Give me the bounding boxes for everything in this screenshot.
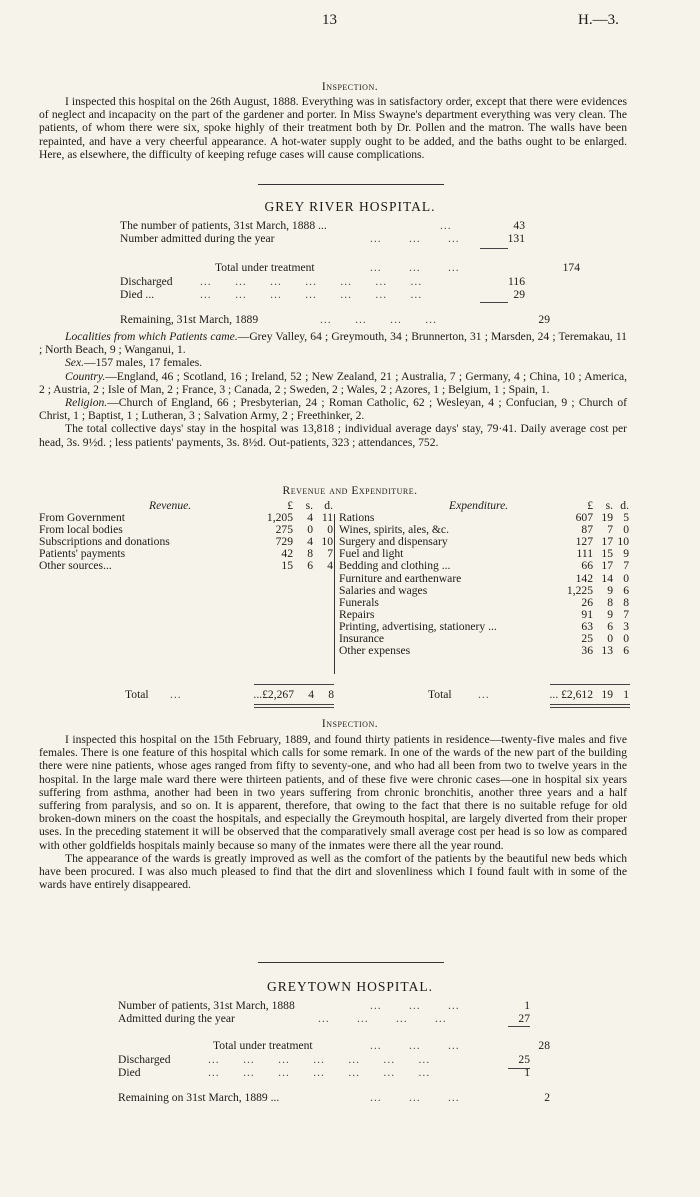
expenditure-shillings: 7 — [607, 523, 613, 537]
localities-label: Localities from which Patients came. — [65, 330, 238, 343]
stat-row — [120, 288, 590, 301]
revenue-rows — [39, 511, 334, 571]
expenditure-row — [339, 644, 629, 656]
country-line — [39, 370, 627, 396]
leader-dots: ... — [440, 219, 452, 232]
spacer — [120, 301, 590, 313]
leader-dots: ... ... ... — [370, 999, 460, 1012]
grey-river-title: GREY RIVER HOSPITAL. — [264, 199, 436, 214]
leader-dots: ... — [170, 688, 182, 701]
stat-value: 2 — [544, 1090, 550, 1104]
revenue-pounds: 1,205 — [266, 511, 293, 525]
revenue-item: Other sources... — [39, 559, 112, 573]
stat-label: Remaining, 31st March, 1889 — [120, 312, 259, 326]
revenue-row — [39, 535, 334, 547]
localities-line — [39, 330, 627, 356]
leader-dots: ... ... ... — [370, 261, 460, 275]
stat-row — [118, 1012, 588, 1025]
sex-line — [39, 356, 627, 369]
totals-row — [0, 688, 700, 702]
page-number: 13 — [322, 12, 337, 28]
stay-line: The total collective days' stay in the hospital was 13,818 ; individual average days' stay, 79·41. Daily average cost per head, 3s. 9½d. ; less patients' payments, 3s. 8½d. Out-patients, 323 ; attendances, 752. — [39, 422, 627, 449]
stat-row — [120, 219, 590, 232]
expenditure-item: Printing, advertising, stationery ... — [339, 619, 497, 633]
expenditure-item: Fuel and light — [339, 547, 404, 561]
religion-line — [39, 396, 627, 422]
expenditure-pounds: 607 — [575, 511, 593, 525]
revenue-column — [39, 499, 334, 572]
column-divider — [334, 514, 335, 674]
stat-row — [120, 313, 590, 326]
revenue-pence: 4 — [327, 559, 333, 573]
pence-header: d. — [620, 499, 629, 512]
revenue-item: From local bodies — [39, 523, 123, 537]
pence-header: d. — [324, 499, 333, 512]
revenue-pounds: 729 — [275, 535, 293, 549]
stat-label: Discharged — [120, 274, 173, 288]
stat-row — [118, 999, 588, 1012]
expenditure-pounds: 91 — [581, 607, 593, 621]
revenue-pounds: 15 — [281, 559, 293, 573]
expenditure-shillings: 15 — [601, 547, 613, 561]
expenditure-pence: 9 — [623, 547, 629, 561]
expenditure-pounds: 63 — [581, 619, 593, 633]
expenditure-item: Other expenses — [339, 644, 411, 658]
grey-river-details — [39, 330, 627, 449]
expenditure-pence: 3 — [623, 619, 629, 633]
total-rule — [254, 684, 334, 685]
revenue-pence: 11 — [321, 511, 333, 525]
expenditure-shillings: 13 — [601, 644, 613, 658]
expenditure-pounds: 111 — [576, 547, 593, 561]
sum-rule — [508, 1068, 530, 1069]
revenue-item: Patients' payments — [39, 547, 126, 561]
expenditure-row — [339, 572, 629, 584]
revenue-pence: 10 — [321, 535, 333, 549]
expenditure-shillings: 9 — [607, 583, 613, 597]
expenditure-pence: 0 — [623, 571, 629, 585]
leader-dots: ... ... ... ... ... ... ... — [200, 274, 423, 288]
country-text: —England, 46 ; Scotland, 16 ; Ireland, 52 ; New Zealand, 21 ; Australia, 7 ; Germany, 4 ; China, 10 ; America, 2 ; Austria, 2 ; Isle of Man, 2 ; France, 3 ; Canada, 2 ; Sweden, 2 ; Wales, 2 ; Azores, 1 ; Belgium, 1 ; Spain, 1. — [39, 369, 627, 396]
expenditure-pence: 6 — [623, 583, 629, 597]
expenditure-shillings: 0 — [607, 632, 613, 646]
revenue-row — [39, 559, 334, 571]
leader-dots: ... ... ... ... ... ... ... — [208, 1065, 431, 1079]
expenditure-total-pounds: ... £2,612 — [549, 688, 593, 701]
stat-row — [118, 1053, 588, 1066]
sex-text: —157 males, 17 females. — [84, 356, 203, 370]
revenue-shillings: 8 — [307, 547, 313, 561]
stat-label: The number of patients, 31st March, 1888 ... — [120, 219, 327, 232]
stat-label: Died — [118, 1065, 141, 1079]
stat-row — [118, 1091, 588, 1104]
country-label: Country. — [65, 369, 106, 383]
expenditure-shillings: 6 — [607, 619, 613, 633]
expenditure-pence: 10 — [617, 535, 629, 549]
stat-value: 1 — [524, 999, 530, 1012]
expenditure-row — [339, 559, 629, 571]
expenditure-item: Funerals — [339, 595, 379, 609]
inspection-paragraph-1 — [39, 95, 627, 161]
expenditure-header-row — [339, 499, 629, 511]
stat-value: 43 — [513, 219, 525, 232]
expenditure-item: Insurance — [339, 632, 385, 646]
expenditure-shillings: 8 — [607, 595, 613, 609]
document-code: H.—3. — [578, 12, 619, 28]
shilling-header: s. — [605, 499, 613, 512]
revenue-row — [39, 523, 334, 535]
sex-label: Sex. — [65, 356, 84, 370]
expenditure-item: Surgery and dispensary — [339, 535, 448, 549]
expenditure-pounds: 26 — [581, 595, 593, 609]
expenditure-item: Furniture and earthenware — [339, 571, 462, 585]
expenditure-row — [339, 535, 629, 547]
total-rule — [550, 704, 630, 705]
expenditure-total-shillings: 19 — [601, 688, 613, 701]
greytown-title: GREYTOWN HOSPITAL. — [267, 979, 433, 994]
expenditure-item: Bedding and clothing ... — [339, 559, 451, 573]
leader-dots: ... ... ... — [370, 1090, 460, 1104]
expenditure-row — [339, 523, 629, 535]
expenditure-pence: 0 — [623, 523, 629, 537]
revenue-row — [39, 547, 334, 559]
revenue-item: From Government — [39, 511, 125, 525]
expenditure-pence: 0 — [623, 632, 629, 646]
total-rule — [254, 704, 334, 705]
expenditure-pounds: 142 — [575, 571, 593, 585]
spacer — [118, 1079, 588, 1091]
revenue-item: Subscriptions and donations — [39, 535, 170, 549]
inspection-paragraph-2 — [39, 733, 627, 891]
expenditure-pence: 6 — [623, 644, 629, 658]
inspection-text-1: I inspected this hospital on the 26th August, 1888. Everything was in satisfactory order, except that there were evidences of neglect and incapacity on the part of the gardener and porter. In Miss Swayne's department everything was very clean. The patients, of whom there were six, spoke highly of their treatment both by Dr. Pollen and the matron. The walls have been repainted, and have a very cheerful appearance. A hot-water supply ought to be added, and the baths ought to be enlarged. Here, as elsewhere, the difficulty of keeping refuge cases will cause complications. — [39, 95, 627, 161]
leader-dots: ... ... ... ... — [318, 1012, 447, 1026]
revenue-total-label: Total — [125, 688, 149, 701]
stat-value: 29 — [538, 312, 550, 326]
revenue-shillings: 4 — [307, 535, 313, 549]
stat-label: Total under treatment — [215, 261, 315, 275]
stat-label: Admitted during the year — [118, 1012, 235, 1026]
expenditure-row — [339, 511, 629, 523]
leader-dots: ... ... ... ... — [320, 312, 437, 326]
revenue-pounds: 42 — [281, 547, 293, 561]
expenditure-shillings: 17 — [601, 535, 613, 549]
pound-header: £ — [287, 499, 293, 512]
section-divider — [258, 962, 444, 963]
sum-rule — [480, 302, 508, 303]
expenditure-row — [339, 596, 629, 608]
expenditure-shillings: 19 — [601, 511, 613, 525]
stat-value: 27 — [518, 1012, 530, 1026]
expenditure-pence: 8 — [623, 595, 629, 609]
stat-value: 131 — [507, 232, 525, 246]
revenue-shillings: 4 — [307, 511, 313, 525]
stat-label: Number admitted during the year — [120, 232, 275, 246]
grey-river-patient-stats — [120, 219, 590, 326]
expenditure-item: Rations — [339, 511, 375, 525]
shilling-header: s. — [305, 499, 313, 512]
revenue-total-pounds: ...£2,267 — [253, 688, 294, 701]
inspection-text-2a: I inspected this hospital on the 15th February, 1889, and found thirty patients in residence—twenty-five males and five females. There is one feature of this hospital which calls for some remark. In one of the wards of the new part of the building there were nine patients, whose ages ranged from fifty to seventy-one, and who had all been from two to twelve years in the hospital. In the large male ward there were thirteen patients, and of these five were chronic cases—one in hospital six years suffering from asthma, another had been in two years suffering from chronic bronchitis, another three years and a half suffering from paralysis, and so on. It is apparent, therefore, that owing to the fact that there is no suitable refuge for old broken-down miners on the coast the hospitals, and especially the Greymouth hospital, are largely diverted from their proper uses. In the preceding statement it will be observed that the comparatively small average cost per head is so low as compared with other goldfields hospitals mainly because so many of the inmates were there all the year round. — [39, 733, 627, 852]
section-divider — [258, 184, 444, 185]
expenditure-heading: Expenditure. — [449, 499, 509, 512]
expenditure-item: Salaries and wages — [339, 583, 428, 597]
expenditure-pounds: 36 — [581, 644, 593, 658]
stat-row — [120, 275, 590, 288]
expenditure-pounds: 1,225 — [566, 583, 593, 597]
stat-row — [118, 1039, 588, 1052]
religion-label: Religion. — [65, 396, 108, 410]
expenditure-pounds: 87 — [581, 523, 593, 537]
stat-label: Total under treatment — [213, 1039, 313, 1053]
stat-label: Died ... — [120, 287, 155, 301]
sum-rule — [480, 248, 508, 249]
leader-dots: ... ... ... ... ... ... ... — [200, 287, 423, 301]
expenditure-row — [339, 547, 629, 559]
stat-value: 29 — [513, 287, 525, 301]
expenditure-pence: 7 — [623, 559, 629, 573]
expenditure-row — [339, 620, 629, 632]
leader-dots: ... — [478, 688, 490, 701]
stat-value: 1 — [524, 1065, 530, 1079]
expenditure-shillings: 14 — [601, 571, 613, 585]
revenue-heading: Revenue. — [149, 499, 192, 512]
stat-row — [120, 261, 590, 274]
pound-header: £ — [587, 499, 593, 512]
localities-text: —Grey Valley, 64 ; Greymouth, 34 ; Brunnerton, 31 ; Marsden, 24 ; Teremakau, 11 ; North Beach, 9 ; Wanganui, 1. — [39, 330, 627, 357]
inspection-heading-2: Inspection. — [321, 717, 379, 730]
revenue-shillings: 6 — [307, 559, 313, 573]
stat-value: 174 — [562, 261, 580, 275]
total-rule — [254, 707, 334, 708]
inspection-text-2b: The appearance of the wards is greatly improved as well as the comfort of the patients by the beautiful new beds which have been procured. I was also much pleased to find that the dirt and slovenliness which I found fault with in some of the wards have entirely disappeared. — [39, 851, 627, 892]
expenditure-pence: 5 — [623, 511, 629, 525]
revenue-total-shillings: 4 — [308, 688, 314, 701]
total-rule — [550, 684, 630, 685]
stat-value: 116 — [508, 274, 525, 288]
leader-dots: ... ... ... — [370, 1039, 460, 1053]
spacer — [120, 245, 590, 261]
revenue-pence: 7 — [327, 547, 333, 561]
stat-label: Number of patients, 31st March, 1888 — [118, 999, 295, 1012]
expenditure-pounds: 66 — [581, 559, 593, 573]
expenditure-pounds: 127 — [575, 535, 593, 549]
total-rule — [550, 707, 630, 708]
stat-value: 28 — [538, 1039, 550, 1053]
religion-text: —Church of England, 66 ; Presbyterian, 24 ; Roman Catholic, 62 ; Wesleyan, 4 ; Confucian, 9 ; Church of Christ, 1 ; Baptist, 1 ; Lutheran, 3 ; Salvation Army, 2 ; Freethinker, 2. — [39, 396, 627, 423]
spacer — [118, 1025, 588, 1039]
revenue-pence: 0 — [327, 523, 333, 537]
rev-exp-heading: Revenue and Expenditure. — [282, 484, 418, 497]
inspection-heading-1: Inspection. — [321, 80, 379, 93]
expenditure-shillings: 17 — [601, 559, 613, 573]
leader-dots: ... ... ... ... ... ... ... — [208, 1052, 431, 1066]
expenditure-pence: 7 — [623, 607, 629, 621]
leader-dots: ... ... ... — [370, 232, 460, 246]
stat-label: Remaining on 31st March, 1889 ... — [118, 1090, 280, 1104]
revenue-shillings: 0 — [307, 523, 313, 537]
expenditure-rows — [339, 511, 629, 656]
revenue-row — [39, 511, 334, 523]
revenue-pounds: 275 — [275, 523, 293, 537]
sum-rule — [508, 1026, 530, 1027]
expenditure-row — [339, 632, 629, 644]
stat-label: Discharged — [118, 1052, 171, 1066]
expenditure-total-pence: 1 — [623, 688, 629, 701]
revenue-header-row — [39, 499, 334, 511]
expenditure-row — [339, 584, 629, 596]
expenditure-item: Repairs — [339, 607, 375, 621]
expenditure-shillings: 9 — [607, 607, 613, 621]
expenditure-pounds: 25 — [581, 632, 593, 646]
expenditure-total-label: Total — [428, 688, 452, 701]
expenditure-column — [339, 499, 629, 656]
expenditure-row — [339, 608, 629, 620]
stat-value: 25 — [518, 1052, 530, 1066]
greytown-patient-stats — [118, 999, 588, 1104]
expenditure-item: Wines, spirits, ales, &c. — [339, 523, 449, 537]
stat-row — [120, 232, 590, 245]
revenue-total-pence: 8 — [328, 688, 334, 701]
